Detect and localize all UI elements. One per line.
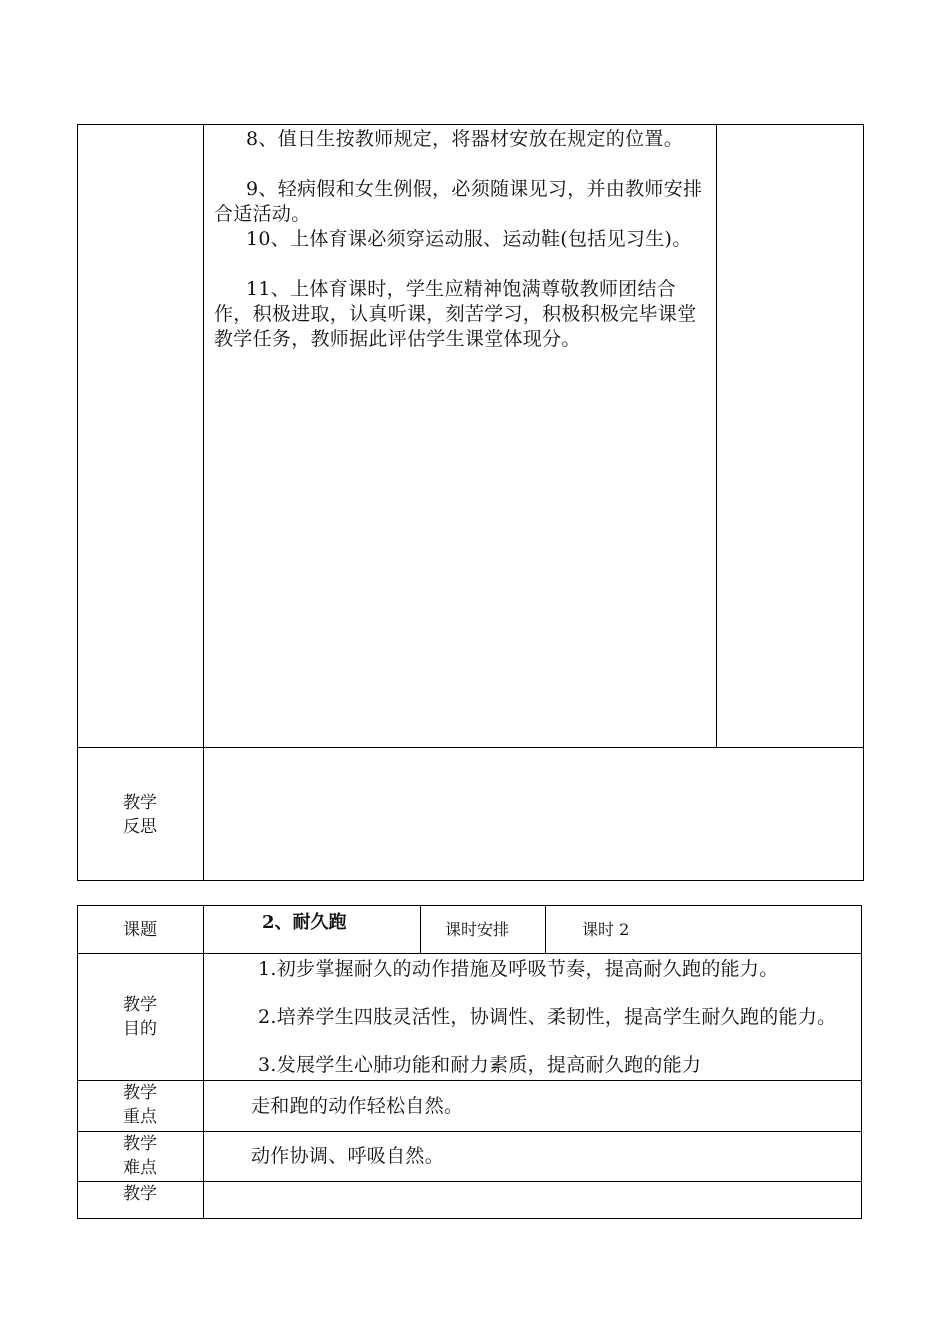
topic-value: 2、耐久跑 (262, 912, 347, 933)
topic-label: 课题 (123, 920, 157, 940)
rule-9: 9、轻病假和女生例假，必须随课见习，并由教师安排合适活动。 (214, 178, 703, 225)
schedule-label: 课时安排 (445, 920, 510, 939)
goal-label-line2: 目的 (123, 1019, 157, 1039)
upper-table-right-divider (716, 124, 717, 748)
reflection-label-line1: 教学 (123, 793, 157, 813)
difficulty-value: 动作协调、呼吸自然。 (251, 1145, 445, 1167)
schedule-value: 课时 2 (582, 920, 630, 939)
difficulty-label-line2: 难点 (123, 1158, 157, 1178)
key-label-line1: 教学 (123, 1083, 157, 1103)
rule-10: 10、上体育课必须穿运动服、运动鞋(包括见习生)。 (246, 228, 692, 250)
lesson-table-topic-divider (420, 905, 421, 953)
goal-1: 1.初步掌握耐久的动作措施及呼吸节奏，提高耐久跑的能力。 (258, 958, 779, 980)
lesson-row-divider-1 (77, 953, 862, 954)
goal-3: 3.发展学生心肺功能和耐力素质，提高耐久跑的能力 (258, 1054, 702, 1076)
goal-label-line1: 教学 (123, 995, 157, 1015)
rule-8: 8、值日生按教师规定，将器材安放在规定的位置。 (246, 128, 683, 150)
key-point-value: 走和跑的动作轻松自然。 (251, 1095, 464, 1117)
reflection-label-line2: 反思 (123, 817, 157, 837)
lesson-table-schedule-divider (545, 905, 546, 953)
last-row-label: 教学 (123, 1184, 157, 1204)
key-label-line2: 重点 (123, 1107, 157, 1127)
rule-11: 11、上体育课时，学生应精神饱满尊敬教师团结合作，积极进取，认真听课，刻苦学习，积极积极完毕课堂教学任务，教师据此评估学生课堂体现分。 (214, 278, 697, 350)
upper-table-row-divider (77, 747, 864, 748)
difficulty-label-line1: 教学 (123, 1134, 157, 1154)
goal-2: 2.培养学生四肢灵活性，协调性、柔韧性，提高学生耐久跑的能力。 (258, 1006, 837, 1028)
upper-table-left-divider (203, 124, 204, 881)
